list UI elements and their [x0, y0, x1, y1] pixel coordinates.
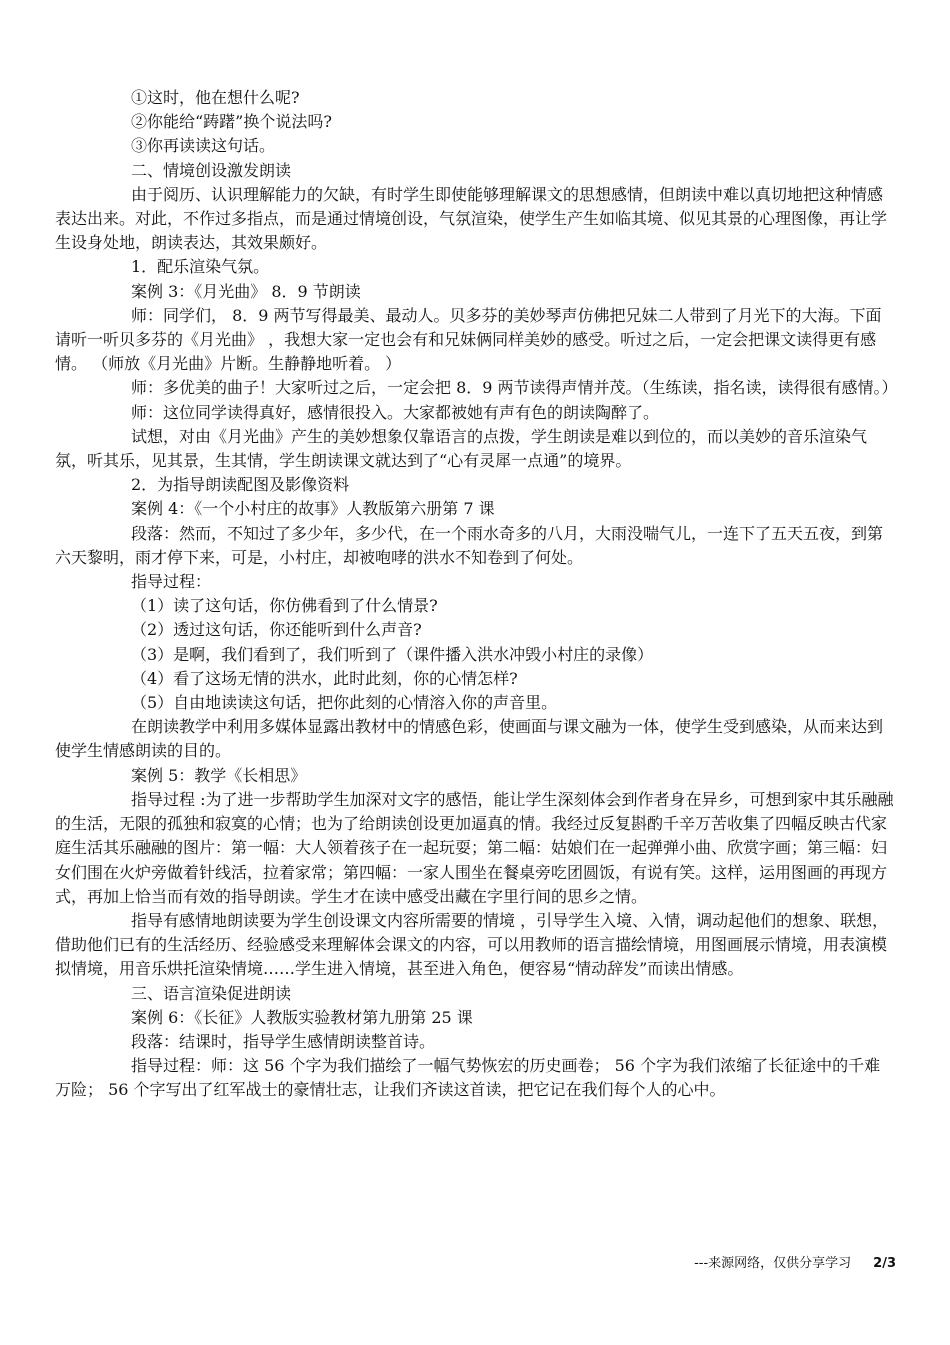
subheading-1: 1．配乐渲染气氛。	[131, 257, 270, 277]
case-3-title: 案例 3：《月光曲》 8．9 节朗读	[131, 281, 361, 301]
teacher-paragraph-3: 师：这位同学读得真好，感情很投入。大家都被她有声有色的朗读陶醉了。	[131, 402, 660, 422]
page-number: 2/3	[873, 1256, 896, 1271]
footer-source: ---来源网络，仅供分享学习	[694, 1256, 852, 1271]
question-2: ②你能给“踌躇”换个说法吗?	[131, 112, 332, 132]
document-body	[55, 86, 898, 1103]
teacher-paragraph-1: 师：同学们， 8．9 两节写得最美、最动人。贝多芬的美妙琴声仿佛把兄妹二人带到了月光下的大海。下面请听一听贝多芬的《月光曲》 ，我想大家一定也会有和兄妹俩同样美妙的感受。听过之后，一定会把课文读得更有感情。 （师放《月光曲》片断。生静静地听着。 ）	[55, 305, 882, 374]
section-heading-3: 三、语言渲染促进朗读	[131, 983, 292, 1003]
guide-step-1: （1）读了这句话，你仿佛看到了什么情景?	[131, 596, 438, 616]
case-6-segment: 段落：结课时，指导学生感情朗读整首诗。	[131, 1031, 436, 1051]
guide-label: 指导过程：	[131, 572, 212, 592]
teacher-paragraph-2: 师：多优美的曲子！大家听过之后，一定会把 8．9 两节读得声情并茂。（生练读，指名读，读得很有感情。）	[131, 378, 898, 398]
guide-step-4: （4）看了这场无情的洪水，此时此刻，你的心情怎样?	[131, 668, 518, 688]
case-5-guide: 指导过程 :为了进一步帮助学生加深对文字的感悟，能让学生深刻体会到作者身在异乡，可想到家中其乐融融的生活，无限的孤独和寂寞的心情；也为了给朗读创设更加逼真的情。我经过反复斟酌千辛万苦收集了四幅反映古代家庭生活其乐融融的图片：第一幅：大人领着孩子在一起玩耍；第二幅：姑娘们在一起弹弹小曲、欣赏字画；第三幅：妇女们围在火炉旁做着针线活，拉着家常；第四幅：一家人围坐在餐桌旁吃团圆饭，有说有笑。这样，运用图画的再现方式，再加上恰当而有效的指导朗读。学生才在读中感受出藏在字里行间的思乡之情。	[55, 789, 894, 906]
case-4-title: 案例 4：《一个小村庄的故事》人教版第六册第 7 课	[131, 499, 495, 519]
media-paragraph: 在朗读教学中利用多媒体显露出教材中的情感色彩，使画面与课文融为一体，使学生受到感染，从而来达到使学生情感朗读的目的。	[55, 717, 884, 761]
case-6-title: 案例 6：《长征》人教版实验教材第九册第 25 课	[131, 1007, 473, 1027]
case-5-title: 案例 5：教学《长相思》	[131, 765, 307, 785]
case-6-guide: 指导过程：师：这 56 个字为我们描绘了一幅气势恢宏的历史画卷； 56 个字为我们浓缩了长征途中的千难万险； 56 个字写出了红军战士的豪情壮志，让我们齐读这首读，把它记在我们每个人的心中。	[55, 1056, 881, 1100]
intro-paragraph: 由于阅历、认识理解能力的欠缺，有时学生即使能够理解课文的思想感情，但朗读中难以真切地把这种情感表达出来。对此，不作过多指点，而是通过情境创设，气氛渲染，使学生产生如临其境、似见其景的心理图像，再让学生设身处地，朗读表达，其效果颇好。	[55, 184, 888, 253]
reflection-paragraph: 试想，对由《月光曲》产生的美妙想象仅靠语言的点拨，学生朗读是难以到位的，而以美妙的音乐渲染气氛，听其乐，见其景，生其情，学生朗读课文就达到了“心有灵犀一点通”的境界。	[55, 426, 868, 471]
summary-paragraph: 指导有感情地朗读要为学生创设课文内容所需要的情境 ，引导学生入境、入情，调动起他们的想象、联想，借助他们已有的生活经历、经验感受来理解体会课文的内容，可以用教师的语言描绘情境，用图画展示情境，用表演模拟情境，用音乐烘托渲染情境……学生进入情境，甚至进入角色，便容易“情动辞发”而读出情感。	[55, 910, 889, 979]
section-heading-2: 二、情境创设激发朗读	[131, 160, 292, 180]
guide-step-3: （3）是啊，我们看到了，我们听到了（课件播入洪水冲毁小村庄的录像）	[131, 644, 654, 664]
case-4-segment: 段落：然而，不知过了多少年，多少代，在一个雨水奇多的八月，大雨没喘气儿，一连下了五天五夜，到第六天黎明，雨才停下来，可是，小村庄，却被咆哮的洪水不知卷到了何处。	[55, 523, 884, 567]
subheading-2: 2．为指导朗读配图及影像资料	[131, 475, 350, 495]
question-1: ①这时，他在想什么呢?	[131, 88, 300, 107]
guide-step-2: （2）透过这句话，你还能听到什么声音?	[131, 620, 422, 640]
question-3: ③你再读读这句话。	[131, 136, 276, 156]
guide-step-5: （5）自由地读读这句话，把你此刻的心情溶入你的声音里。	[131, 693, 558, 713]
page-footer	[694, 1252, 896, 1271]
